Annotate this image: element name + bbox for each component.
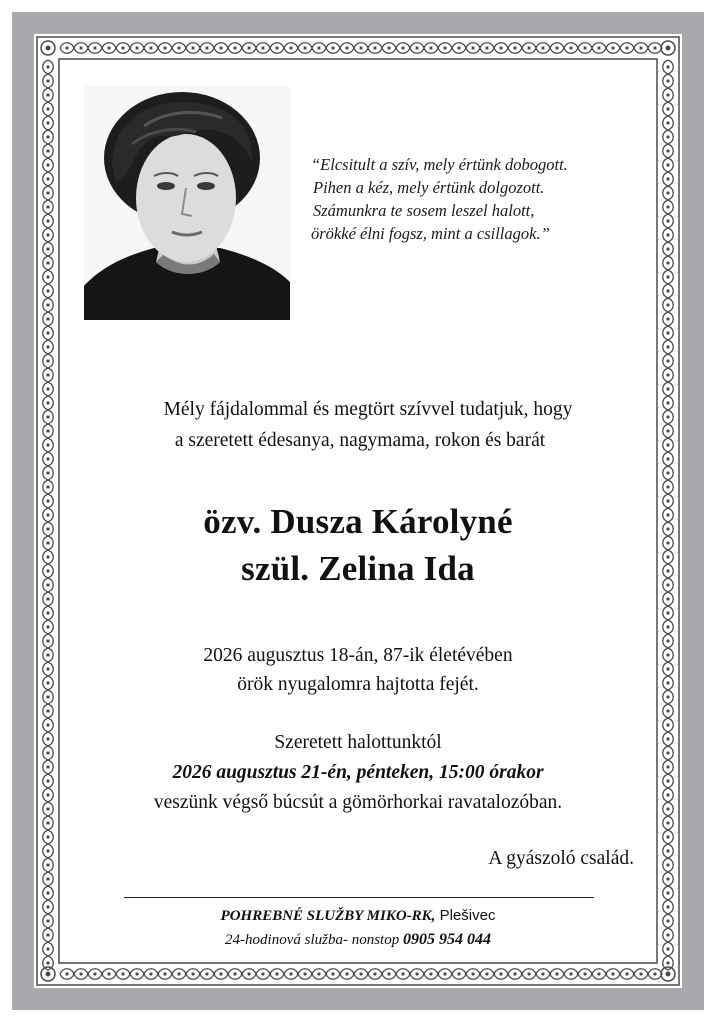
quote-line: Pihen a kéz, mely értünk dolgozott. bbox=[313, 178, 545, 197]
service-line bbox=[60, 928, 656, 952]
death-date-line: 2026 augusztus 18-án, 87-ik életévében bbox=[203, 645, 513, 666]
death-rest-line: örök nyugalomra hajtotta fejét. bbox=[237, 674, 479, 695]
name-line-2: szül. Zelina Ida bbox=[241, 549, 475, 588]
funeral-place-line: veszünk végső búcsút a gömörhorkai ravatalozóban. bbox=[153, 792, 563, 813]
name-line-1: özv. Dusza Károlyné bbox=[203, 502, 513, 541]
intro-line-2: a szeretett édesanya, nagymama, rokon és barát bbox=[174, 430, 546, 451]
deceased-name bbox=[60, 498, 656, 592]
funeral-notice bbox=[60, 728, 656, 818]
announcement-intro bbox=[80, 394, 636, 456]
intro-line-1: Mély fájdalommal és megtört szívvel tudatjuk, hogy bbox=[163, 399, 573, 420]
service-text: 24-hodinová služba- nonstop bbox=[225, 932, 403, 948]
portrait-image bbox=[84, 86, 290, 320]
footer-divider bbox=[124, 897, 594, 898]
company-name: POHREBNÉ SLUŽBY MIKO-RK, bbox=[220, 908, 436, 924]
funeral-line-1: Szeretett halottunktól bbox=[274, 732, 442, 753]
funeral-service-footer bbox=[60, 904, 656, 952]
death-notice bbox=[60, 641, 656, 699]
company-line bbox=[60, 904, 656, 928]
funeral-datetime: 2026 augusztus 21-én, pénteken, 15:00 órakor bbox=[172, 762, 544, 783]
phone-number: 0905 954 044 bbox=[402, 931, 491, 948]
company-town: Plešivec bbox=[435, 907, 496, 924]
quote-line: “Elcsitult a szív, mely értünk dobogott. bbox=[311, 155, 568, 174]
portrait-photo bbox=[84, 86, 290, 320]
quote-line: örökké élni fogsz, mint a csillagok.” bbox=[311, 224, 550, 243]
family-signature: A gyászoló család. bbox=[488, 848, 634, 869]
memorial-quote bbox=[311, 153, 631, 245]
quote-line: Számunkra te sosem leszel halott, bbox=[313, 201, 535, 220]
